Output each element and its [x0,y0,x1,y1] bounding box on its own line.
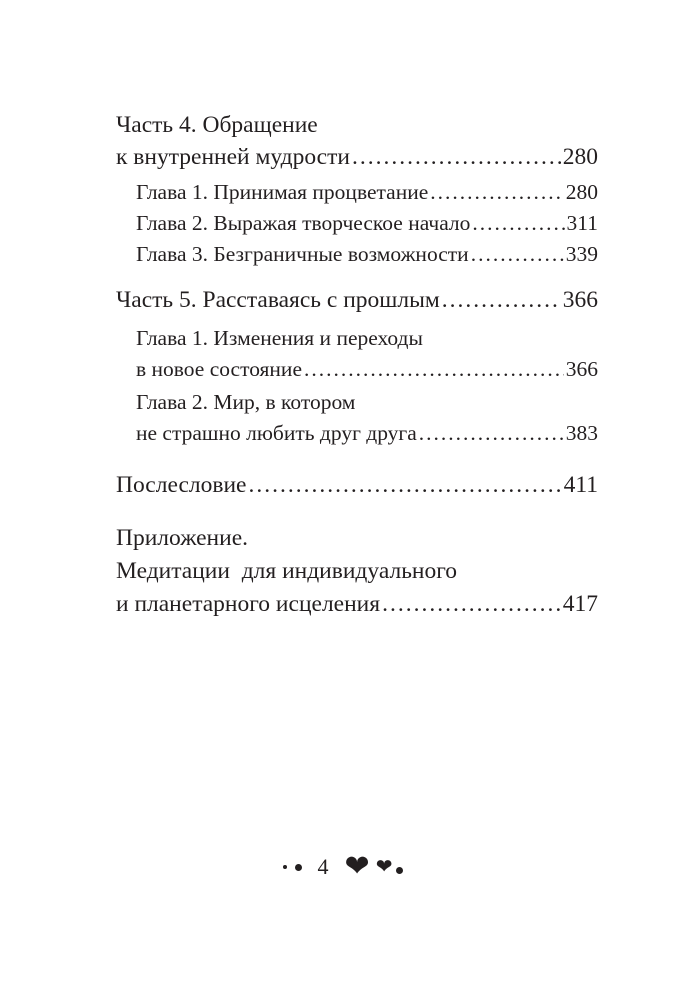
toc-page: 417 [562,591,598,617]
toc-title: Глава 1. Принимая процветание [136,180,429,204]
toc-page: 339 [565,242,598,266]
dot-leader [430,177,563,207]
toc-entry [116,285,598,315]
toc-page: 366 [565,357,598,381]
dot-leader [304,354,564,384]
page-footer [0,852,686,882]
page-number: 4 [317,854,329,879]
toc-entry [116,589,598,619]
toc-page: 280 [562,144,598,170]
dot-leader [249,470,562,500]
toc-title: Глава 2. Мир, в котором [136,390,356,414]
toc-page: 383 [565,421,598,445]
toc-entry [116,110,598,140]
toc-title: Глава 2. Выражая творческое начало [136,211,471,235]
dot-ornament-icon [295,864,302,871]
dot-leader [419,418,564,448]
toc-page: 311 [566,211,598,235]
toc-entry [136,323,598,353]
toc-page: 280 [565,180,598,204]
toc-title: Медитации для индивидуального [116,558,458,584]
toc-title: в новое состояние [136,357,302,381]
dot-ornament-icon [396,867,403,874]
heart-icon: ❤ [344,850,370,883]
dot-leader [472,208,564,238]
toc-entry [136,239,598,269]
dot-leader [471,239,564,269]
toc-entry [116,142,598,172]
dot-leader [382,589,561,619]
toc-entry [116,470,598,500]
dot-leader [352,142,561,172]
toc-title: Глава 1. Изменения и переходы [136,326,423,350]
toc-entry [136,418,598,448]
toc-entry [136,354,598,384]
toc-title: не страшно любить друг друга [136,421,417,445]
heart-icon: ❤ [375,856,393,878]
dot-ornament-icon [283,865,287,869]
toc-entry [116,556,598,586]
toc-page: 366 [562,287,598,313]
toc-title: и планетарного исцеления [116,591,381,617]
toc-entry [116,523,598,553]
toc-entry [136,208,598,238]
toc-title: Часть 5. Расставаясь с прошлым [116,287,440,313]
toc-entry [136,177,598,207]
dot-leader [442,285,561,315]
toc-title: Глава 3. Безграничные возможности [136,242,469,266]
toc-entry [136,387,598,417]
toc-title: Послесловие [116,472,247,498]
toc-title: Часть 4. Обращение [116,112,318,138]
toc-title: Приложение. [116,525,249,551]
toc-page: 411 [563,472,598,498]
toc-title: к внутренней мудрости [116,144,350,170]
